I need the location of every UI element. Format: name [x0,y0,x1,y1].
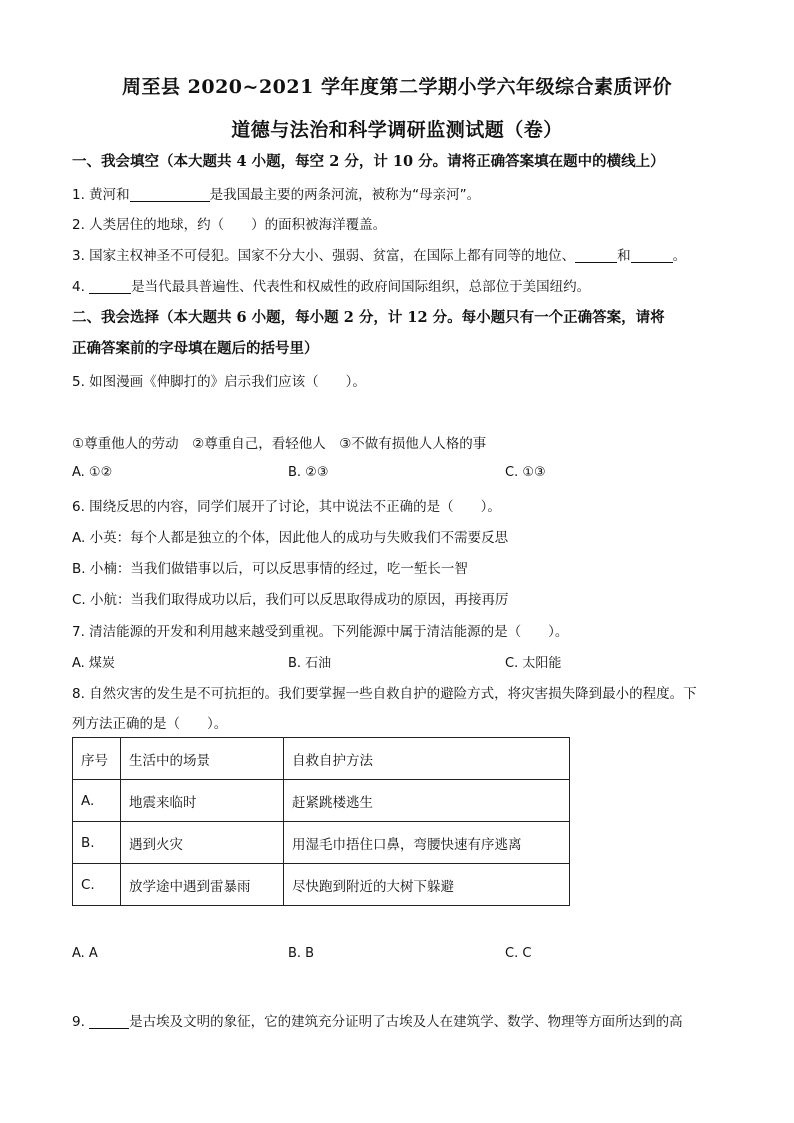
section2-heading-line1: 二、我会选择（本大题共 6 小题，每小题 2 分，计 12 分。每小题只有一个正确答案，请将 [72,309,665,326]
q3-text-after: 。 [672,248,687,264]
q7-option-b[interactable]: B. 石油 [288,656,332,671]
q5-option-b[interactable]: B. ②③ [288,465,329,480]
q1-text-after: 是我国最主要的两条河流，被称为“母亲河”。 [209,187,481,203]
q8-option-a[interactable]: A. A [72,946,98,961]
table-cell: C. [73,864,121,906]
section2-heading-line2: 正确答案前的字母填在题后的括号里） [72,340,319,357]
q5-option-a[interactable]: A. ①② [72,465,113,480]
table-cell: 赶紧跳楼逃生 [284,780,570,822]
q6-option-a[interactable]: A. 小英：每个人都是独立的个体，因此他人的成功与失败我们不需要反思 [72,530,509,546]
question-5-statements: ①尊重他人的劳动 ②尊重自己，看轻他人 ③不做有损他人人格的事 [72,436,487,452]
question-9 [72,1010,683,1030]
table-header-cell: 生活中的场景 [121,738,284,780]
q3-answer-blank-2[interactable] [631,248,673,263]
table-cell: 地震来临时 [121,780,284,822]
table-header-row [73,738,570,780]
q6-option-c[interactable]: C. 小航：当我们取得成功以后，我们可以反思取得成功的原因，再接再厉 [72,592,509,608]
section1-heading: 一、我会填空（本大题共 4 小题，每空 2 分，计 10 分。请将正确答案填在题中的横线上） [72,153,665,170]
question-6-stem: 6. 围绕反思的内容，同学们展开了讨论，其中说法不正确的是（ ）。 [72,499,501,515]
q8-option-b[interactable]: B. B [288,946,315,961]
q8-option-c[interactable]: C. C [505,946,532,961]
q7-option-c[interactable]: C. 太阳能 [505,656,562,671]
q9-text-after: 是古埃及文明的象征，它的建筑充分证明了古埃及人在建筑学、数学、物理等方面所达到的高 [129,1014,683,1030]
q3-text-before: 3. 国家主权神圣不可侵犯。国家不分大小、强弱、贫富，在国际上都有同等的地位、 [72,248,576,264]
q3-text-mid: 和 [617,248,631,264]
table-header-cell: 自救自护方法 [284,738,570,780]
q1-text-before: 1. 黄河和 [72,187,130,203]
q9-answer-blank[interactable] [89,1014,129,1029]
table-cell: B. [73,822,121,864]
q5-option-c[interactable]: C. ①③ [505,465,546,480]
table-header-cell: 序号 [73,738,121,780]
question-2: 2. 人类居住的地球，约（ ）的面积被海洋覆盖。 [72,217,387,233]
table-row [73,780,570,822]
q9-text-before: 9. [72,1014,90,1030]
q4-answer-blank[interactable] [89,279,131,294]
table-row [73,822,570,864]
question-5-stem: 5. 如图漫画《伸脚打的》启示我们应该（ ）。 [72,374,366,390]
question-7-stem: 7. 清洁能源的开发和利用越来越受到重视。下列能源中属于清洁能源的是（ ）。 [72,624,569,640]
question-8-stem-line1: 8. 自然灾害的发生是不可抗拒的。我们要掌握一些自救自护的避险方式，将灾害损失降到最小的程度。下 [72,686,697,702]
table-cell: 放学途中遇到雷暴雨 [121,864,284,906]
question-4 [72,275,590,295]
table-cell: A. [73,780,121,822]
question-3 [72,244,686,264]
q3-answer-blank-1[interactable] [575,248,617,263]
q4-text-after: 是当代最具普遍性、代表性和权威性的政府间国际组织，总部位于美国纽约。 [131,279,591,295]
table-cell: 尽快跑到附近的大树下躲避 [284,864,570,906]
q8-safety-table [72,737,570,906]
table-row [73,864,570,906]
q4-text-before: 4. [72,279,90,295]
q1-answer-blank[interactable] [130,187,210,202]
table-cell: 用湿毛巾捂住口鼻，弯腰快速有序逃离 [284,822,570,864]
q7-option-a[interactable]: A. 煤炭 [72,656,115,671]
exam-title-line1: 周至县 2020~2021 学年度第二学期小学六年级综合素质评价 [122,76,672,98]
question-8-stem-line2: 列方法正确的是（ ）。 [72,716,228,732]
table-cell: 遇到火灾 [121,822,284,864]
q6-option-b[interactable]: B. 小楠：当我们做错事以后，可以反思事情的经过，吃一堑长一智 [72,561,468,577]
question-1 [72,183,480,203]
exam-title-line2: 道德与法治和科学调研监测试题（卷） [231,119,563,141]
